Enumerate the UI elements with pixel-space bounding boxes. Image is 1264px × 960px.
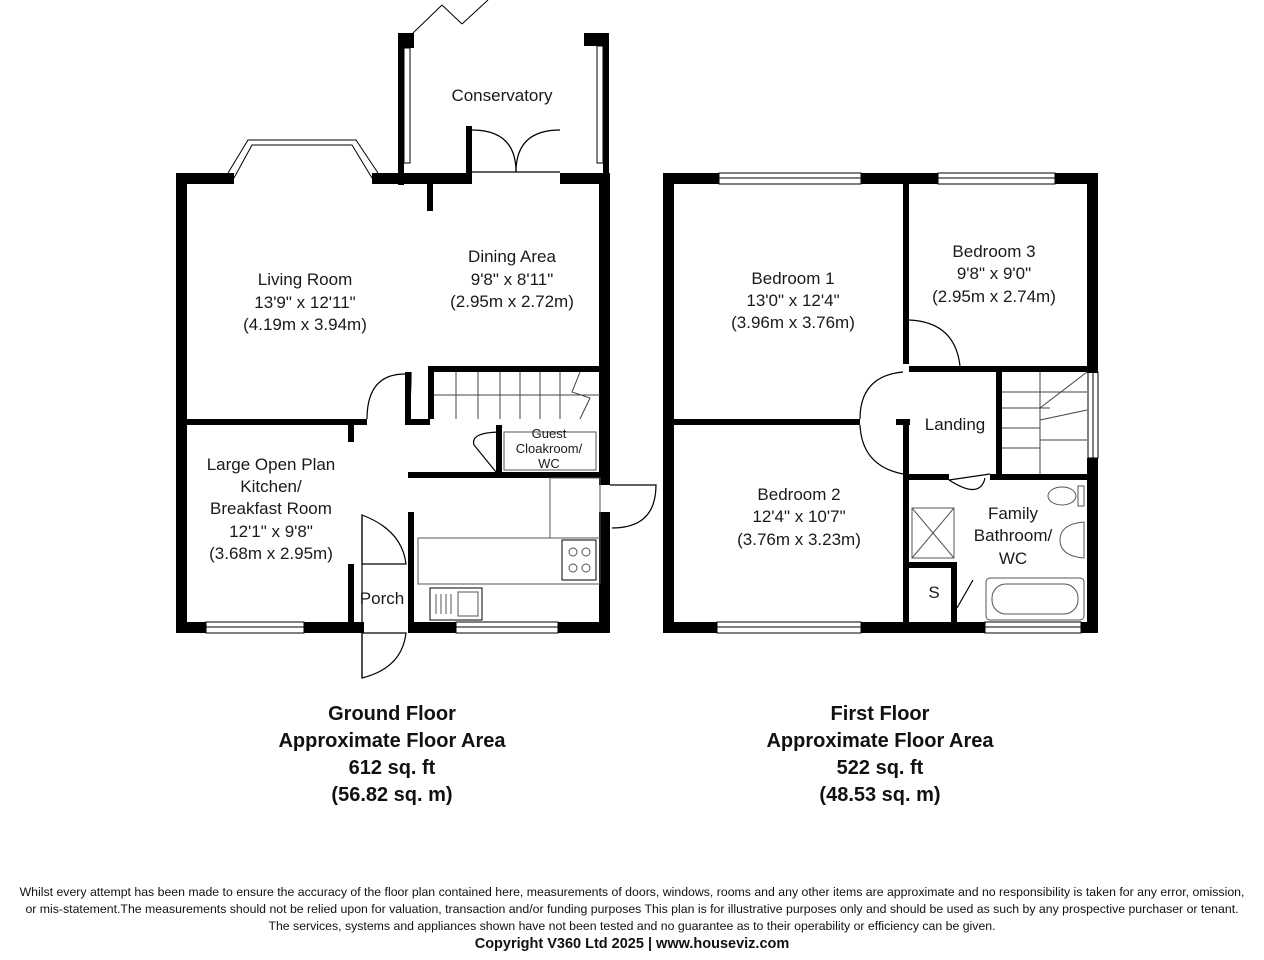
disclaimer-line2: or mis-statement.The measurements should not be relied upon for valuation, transaction and/or funding purposes This plan is for illustrative purposes only and should be used as such by any prospective purchaser or tenant. [25, 902, 1239, 916]
ground-floor-title: Ground Floor [328, 703, 456, 725]
kitchen-fixtures [418, 432, 600, 620]
ground-floor-walls [176, 33, 610, 633]
disclaimer-line3: The services, systems and appliances shown have not been tested and no guarantee as to their operability or efficiency can be given. [268, 919, 996, 933]
landing-label: Landing [924, 415, 986, 434]
living-room-metric: (4.19m x 3.94m) [243, 315, 367, 334]
ground-floor-stairs [434, 372, 600, 419]
cloakroom-label-line1: Guest [531, 426, 567, 441]
porch-label: Porch [359, 589, 405, 608]
copyright: Copyright V360 Ltd 2025 | www.houseviz.com [474, 936, 790, 952]
bathroom-label-line3: WC [998, 549, 1028, 568]
bedroom2-label: Bedroom 2 [757, 485, 841, 504]
cloakroom-label-line3: WC [538, 456, 560, 471]
kitchen-label-line1: Large Open Plan [206, 455, 336, 474]
first-floor-subtitle: Approximate Floor Area [766, 730, 994, 752]
bedroom1-metric: (3.96m x 3.76m) [731, 313, 855, 332]
bedroom2-metric: (3.76m x 3.23m) [737, 530, 861, 549]
ground-floor-plan [176, 0, 1098, 678]
bedroom3-metric: (2.95m x 2.74m) [932, 287, 1056, 306]
kitchen-label-line3: Breakfast Room [210, 499, 332, 518]
first-floor-stairs [1002, 372, 1087, 474]
ground-floor-summary [212, 701, 572, 809]
ground-floor-area-sqm: (56.82 sq. m) [331, 784, 453, 806]
first-floor-title: First Floor [830, 703, 930, 725]
living-room-label: Living Room [257, 270, 353, 289]
conservatory-label: Conservatory [451, 86, 553, 105]
kitchen-label-line2: Kitchen/ [240, 477, 302, 496]
first-floor-area-sqft: 522 sq. ft [836, 757, 924, 779]
bathroom-label-line2: Bathroom/ [973, 526, 1053, 545]
kitchen-imperial: 12'1" x 9'8" [229, 522, 313, 541]
disclaimer-line1: Whilst every attempt has been made to ensure the accuracy of the floor plan contained here, measurements of doors, windows, rooms and any other items are approximate and no responsibility is taken for any error, omission, [19, 885, 1245, 899]
kitchen-metric: (3.68m x 2.95m) [209, 544, 333, 563]
bedroom1-imperial: 13'0" x 12'4" [746, 291, 840, 310]
cloakroom-label-line2: Cloakroom/ [515, 441, 583, 456]
dining-area-imperial: 9'8" x 8'11" [470, 270, 554, 289]
living-room-imperial: 13'9" x 12'11" [254, 293, 356, 312]
bedroom3-imperial: 9'8" x 9'0" [956, 264, 1032, 283]
bedroom1-label: Bedroom 1 [751, 269, 835, 288]
bedroom2-imperial: 12'4" x 10'7" [752, 507, 846, 526]
dining-area-metric: (2.95m x 2.72m) [450, 292, 574, 311]
ground-floor-subtitle: Approximate Floor Area [278, 730, 506, 752]
bedroom3-label: Bedroom 3 [952, 242, 1036, 261]
disclaimer [0, 884, 1264, 954]
store-label: S [928, 583, 940, 602]
first-floor-summary [700, 701, 1060, 809]
dining-area-label: Dining Area [468, 247, 556, 266]
first-floor-area-sqm: (48.53 sq. m) [819, 784, 941, 806]
bathroom-label-line1: Family [987, 504, 1039, 523]
ground-floor-area-sqft: 612 sq. ft [348, 757, 436, 779]
